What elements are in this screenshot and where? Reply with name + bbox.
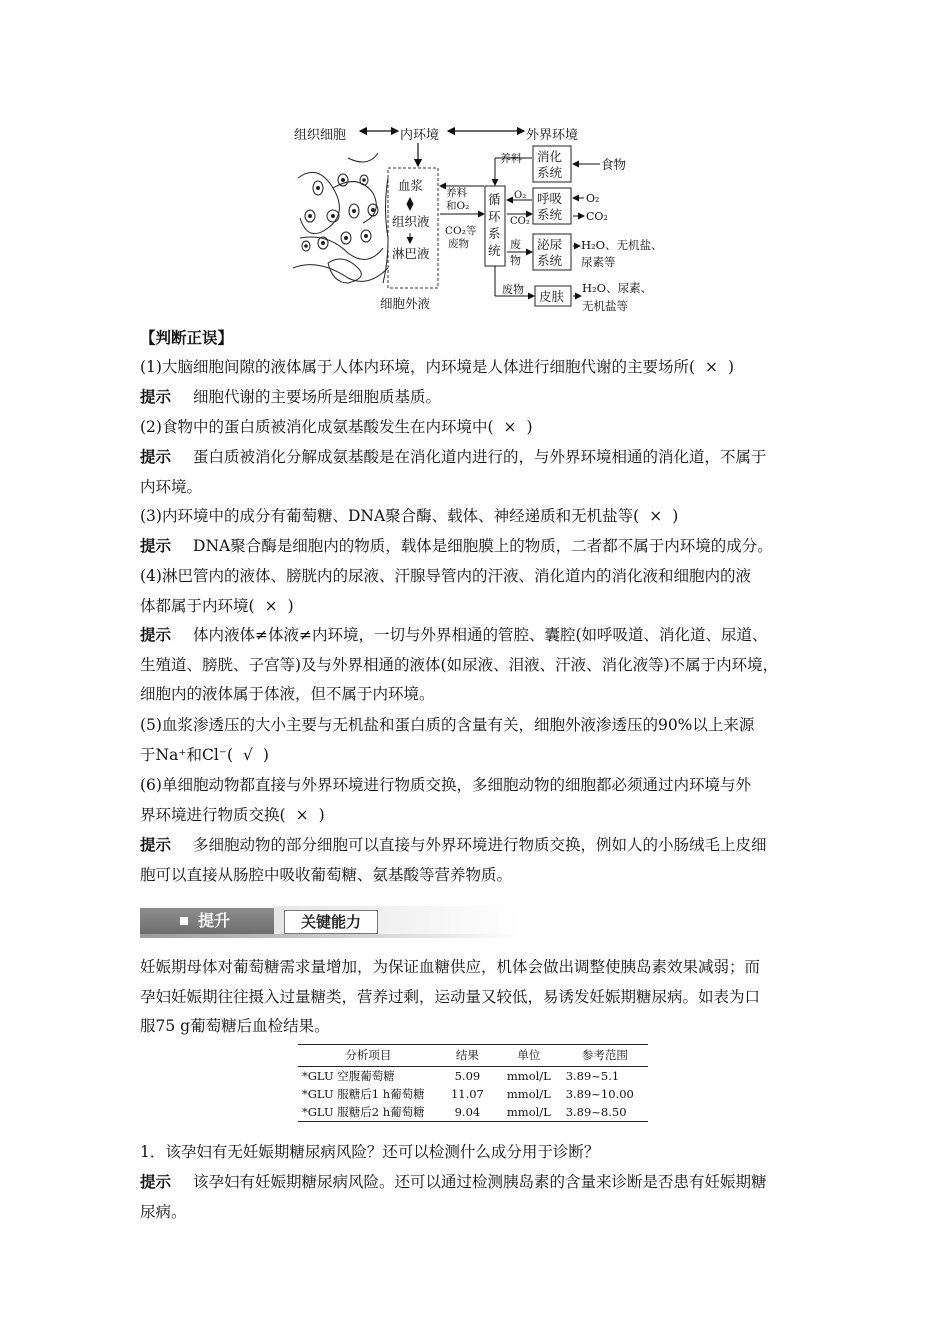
label-co2-waste-b: 废物 [448, 238, 469, 250]
square-bullet-icon [180, 917, 188, 925]
label-digest-2: 系统 [537, 165, 563, 180]
label-co2-in: CO₂ [510, 216, 530, 227]
label-tissue-cells: 组织细胞 [294, 128, 347, 143]
tip-4: 提示 体内液体≠体液≠内环境，一切与外界相通的管腔、囊腔(如呼吸道、消化道、尿道、 生殖道、膀胱、子宫等)及与外界相通的液体(如尿液、泪液、汗液、消化液等)不属于内环境， 细胞内的液体属于体液，但不属于内环境。 [140, 626, 779, 703]
table-header-row [298, 1045, 648, 1067]
section-header-bar [140, 906, 520, 938]
header-unit: 单位 [496, 1045, 562, 1067]
statement-2: (2)食物中的蛋白质被消化成氨基酸发生在内环境中( × ) [140, 413, 815, 443]
internal-environment-diagram [288, 118, 668, 318]
statement-3: (3)内环境中的成分有葡萄糖、DNA聚合酶、载体、神经递质和无机盐等( × ) [140, 502, 815, 532]
label-resp-1: 呼吸 [537, 191, 563, 206]
label-co2-out: CO₂ [586, 210, 608, 223]
table-row: *GLU 服糖后1 h葡萄糖 11.07 mmol/L 3.89~10.00 [302, 1087, 634, 1101]
tip-2: 提示 蛋白质被消化分解成氨基酸是在消化道内进行的，与外界环境相通的消化道，不属于 内环境。 [140, 448, 767, 496]
label-co2-waste-a: CO₂等 [445, 225, 477, 237]
label-skin-out-1: H₂O、尿素、 [582, 281, 653, 295]
tip-3: 提示 DNA聚合酶是细胞内的物质，载体是细胞膜上的物质，二者都不属于内环境的成分。 [140, 537, 773, 555]
statement-6: (6)单细胞动物都直接与外界环境进行物质交换，多细胞动物的细胞都必须通过内环境与外 界环境进行物质交换( × ) [140, 771, 815, 830]
header-item: 分析项目 [298, 1045, 439, 1067]
intro-paragraph: 妊娠期母体对葡萄糖需求量增加，为保证血糖供应，机体会做出调整使胰岛素效果减弱；而 孕妇妊娠期往往摄入过量糖类，营养过剩，运动量又较低，易诱发妊娠期糖尿病。如表为口 服75 g葡萄糖后血检结果。 [140, 958, 761, 1035]
answer-mark-5: √ [243, 745, 253, 764]
statement-1: (1)大脑细胞间隙的液体属于人体内环境，内环境是人体进行细胞代谢的主要场所( × ) [140, 353, 815, 383]
answer-mark-1: × [705, 358, 719, 376]
section-subtitle: 关键能力 [284, 910, 378, 934]
label-circ-2: 环 [488, 209, 501, 224]
label-circ-4: 统 [488, 243, 501, 258]
label-food: 食物 [601, 157, 627, 172]
label-external-env: 外界环境 [526, 128, 579, 143]
header-range: 参考范围 [562, 1045, 648, 1067]
label-internal-env: 内环境 [400, 128, 440, 143]
label-circ-1: 循 [488, 192, 501, 207]
label-urinary-out-2: 尿素等 [581, 255, 616, 269]
table-row: *GLU 服糖后2 h葡萄糖 9.04 mmol/L 3.89~8.50 [298, 1103, 648, 1122]
label-skin: 皮肤 [539, 289, 565, 304]
label-waste-v1: 废 [510, 238, 521, 251]
label-o2-in: O₂ [514, 190, 527, 201]
label-nutrients-o2-a: 养料 [446, 187, 467, 199]
label-digest-1: 消化 [537, 149, 563, 164]
answer-mark-6: × [295, 805, 309, 824]
label-urinary-1: 泌尿 [537, 237, 563, 252]
label-waste-v2: 物 [510, 254, 521, 267]
table-row: *GLU 空腹葡萄糖 5.09 mmol/L 3.89~5.1 [302, 1069, 620, 1083]
statement-4: (4)淋巴管内的液体、膀胱内的尿液、汗腺导管内的汗液、消化道内的消化液和细胞内的液 体都属于内环境( × ) [140, 562, 815, 621]
answer-mark-3: × [649, 507, 663, 525]
answer-1: 提示 该孕妇有妊娠期糖尿病风险。还可以通过检测胰岛素的含量来诊断是否患有妊娠期糖 尿病。 [140, 1173, 767, 1221]
judge-heading: 【判断正误】 [140, 329, 234, 347]
cell-illustration [293, 153, 388, 283]
label-resp-2: 系统 [537, 207, 563, 222]
tip-6: 提示 多细胞动物的部分细胞可以直接与外界环境进行物质交换，例如人的小肠绒毛上皮细 胞可以直接从肠腔中吸收葡萄糖、氨基酸等营养物质。 [140, 836, 767, 884]
label-circ-3: 系 [488, 226, 501, 241]
label-urinary-out-1: H₂O、无机盐、 [581, 238, 663, 252]
label-waste: 废物 [502, 283, 524, 296]
statement-5: (5)血浆渗透压的大小主要与无机盐和蛋白质的含量有关，细胞外液渗透压的90%以上来源 于Na⁺和Cl⁻( √ ) [140, 711, 815, 770]
label-extracellular: 细胞外液 [380, 296, 431, 311]
tip-1: 提示 细胞代谢的主要场所是细胞质基质。 [140, 388, 442, 406]
label-lymph: 淋巴液 [392, 246, 430, 261]
section-title: 提升 [198, 911, 231, 930]
label-urinary-2: 系统 [537, 253, 563, 268]
blood-test-table [298, 1044, 648, 1122]
question-1: 1．该孕妇有无妊娠期糖尿病风险？还可以检测什么成分用于诊断？ [140, 1143, 600, 1161]
answer-mark-4: × [264, 596, 278, 615]
label-tissue-fluid: 组织液 [392, 214, 430, 229]
label-o2-out: O₂ [586, 192, 600, 205]
label-nutrients: 养料 [500, 152, 522, 165]
section-title-block [140, 908, 274, 934]
header-result: 结果 [439, 1045, 496, 1067]
label-plasma: 血浆 [398, 178, 424, 193]
label-skin-out-2: 无机盐等 [582, 299, 628, 313]
label-nutrients-o2-b: 和O₂ [446, 200, 470, 212]
answer-mark-2: × [503, 418, 517, 436]
